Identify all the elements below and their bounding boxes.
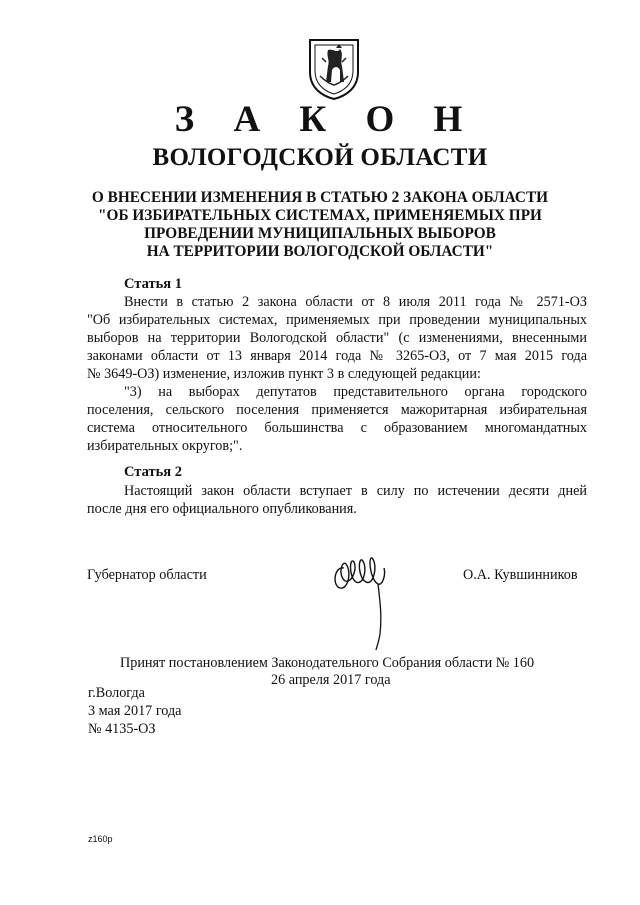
paragraph-line: поселения, сельского поселения применяется мажоритарная избирательная: [87, 402, 587, 418]
document-type-title: З А К О Н: [174, 99, 478, 140]
paragraph-line: "Об избирательных системах, применяемых при проведении муниципальных: [87, 312, 587, 328]
paragraph-line: "3) на выборах депутатов представительного органа городского: [124, 384, 587, 400]
article-1-text: [87, 293, 587, 455]
signing-date: 3 мая 2017 года: [88, 703, 182, 719]
adoption-date: 26 апреля 2017 года: [271, 672, 391, 688]
paragraph-line: законами области от 13 января 2014 года № 3265-ОЗ, от 7 мая 2015 года: [87, 348, 587, 364]
paragraph-line: выборов на территории Вологодской области" (с изменениями, внесенными: [87, 330, 587, 346]
document-code: z160р: [88, 834, 113, 844]
signatory-name: О.А. Кувшинников: [463, 567, 578, 583]
adoption-line: Принят постановлением Законодательного Собрания области № 160: [120, 655, 535, 671]
signatory-position: Губернатор области: [87, 567, 207, 583]
article-1-heading: Статья 1: [124, 276, 182, 292]
subtitle-line: НА ТЕРРИТОРИИ ВОЛОГОДСКОЙ ОБЛАСТИ": [146, 243, 494, 260]
handwritten-signature: [330, 546, 390, 651]
subtitle-line: "ОБ ИЗБИРАТЕЛЬНЫХ СИСТЕМАХ, ПРИМЕНЯЕМЫХ ПРИ: [98, 207, 542, 224]
article-2-heading: Статья 2: [124, 464, 182, 480]
paragraph-line: Внести в статью 2 закона области от 8 июля 2011 года № 2571-ОЗ: [124, 294, 587, 310]
subtitle-line: О ВНЕСЕНИИ ИЗМЕНЕНИЯ В СТАТЬЮ 2 ЗАКОНА ОБЛАСТИ: [91, 189, 549, 206]
paragraph-line: Настоящий закон области вступает в силу по истечении десяти дней: [124, 483, 587, 499]
article-2-text: [87, 482, 587, 518]
subtitle-line: ПРОВЕДЕНИИ МУНИЦИПАЛЬНЫХ ВЫБОРОВ: [144, 225, 496, 242]
law-number: № 4135-ОЗ: [88, 721, 156, 737]
paragraph-line: после дня его официального опубликования.: [87, 501, 357, 517]
region-title: ВОЛОГОДСКОЙ ОБЛАСТИ: [152, 144, 488, 171]
paragraph-line: № 3649-ОЗ) изменение, изложив пункт 3 в следующей редакции:: [87, 366, 481, 382]
coat-of-arms-icon: [306, 36, 362, 100]
paragraph-line: избирательных округов;".: [87, 438, 243, 454]
city: г.Вологда: [88, 685, 145, 701]
paragraph-line: система относительного большинства с образованием многомандатных: [87, 420, 587, 436]
